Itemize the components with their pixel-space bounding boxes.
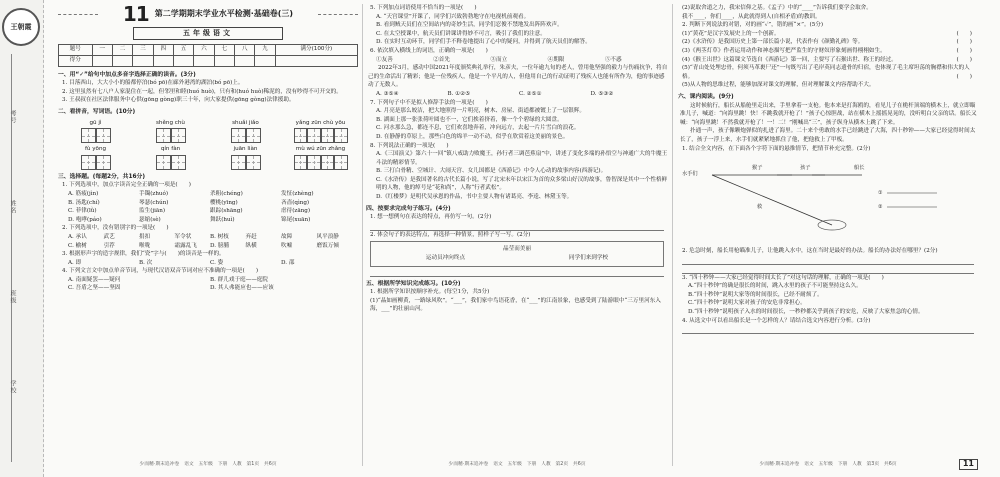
- option-word: 霜露乱飞: [174, 242, 197, 249]
- option-line: A. “天宫课堂”开课了，同学们兴致勃勃地守在电视机前观看。: [376, 13, 530, 20]
- score-header-cell: 三: [133, 44, 153, 55]
- diagram-label: 救: [757, 204, 763, 211]
- option-word: 瑟缩(sè): [139, 216, 161, 223]
- pinyin-prompt: fù yōng: [84, 146, 107, 153]
- page-corner-number: 11: [959, 459, 978, 470]
- option-word: C. 姿: [210, 259, 224, 266]
- section-2-title: 二、看拼音，写词语。(10分): [58, 108, 136, 115]
- option-row: [58, 259, 358, 268]
- option-word: B. 树枝: [210, 233, 229, 240]
- writing-grid[interactable]: [307, 128, 321, 143]
- label-name: 姓名: [9, 200, 16, 214]
- exam-title: 第二学期期末学业水平检测·基础卷(三): [154, 8, 294, 18]
- question-stem: 6. 依次填入横线上的词语，正确的一项是( ): [370, 47, 488, 54]
- option-word: 锦尾(xuān): [281, 216, 311, 223]
- option-line: B. 看到贼天员们在空间站内的奇妙生活，同学们忍俊不禁地发出阵阵欢声。: [376, 22, 563, 29]
- reading-passage: 扑通一声，孩子像颗炮弹似的扎进了海里。二十来个勇敢的水手已经跳进了大海，四十秒钟——大家已经觉得时间太长了，孩子一浮上来，水手们就紧紧地抓住了他，把他救上了甲板。: [680, 128, 976, 143]
- page-1: [58, 4, 358, 470]
- judge-item: [678, 56, 978, 65]
- option-word: 故障: [281, 233, 293, 240]
- pinyin-prompt: yǎng zūn chù yōu: [295, 119, 346, 126]
- diagram-label: 孩子: [800, 165, 811, 172]
- pinyin-prompt: juān liàn: [233, 146, 258, 153]
- option-row: [58, 276, 358, 285]
- scenario-box: [370, 241, 664, 266]
- answer-paren[interactable]: ( ): [956, 56, 972, 63]
- option-word: 风平浪静: [316, 233, 339, 240]
- score-header-cell: 八: [234, 44, 254, 55]
- writing-grid[interactable]: [334, 128, 348, 143]
- question-stem: 1. 结合全文内容，在下面各个字符下面的悬推情节，把情节补充完整。(2分): [682, 145, 871, 152]
- writing-grid[interactable]: [96, 155, 111, 170]
- page-footer: 少而精·期末追冲卷 语文 五年级 下册 人教 第3页 共6页: [759, 462, 897, 468]
- option-line: C.《水浒传》是我国著名的古代长篇小说，写了北宋末年以宋江为首的众多梁山好汉的故事，鲁智深是其中一个性格鲜明的人物，他的绰号是“花和尚”，人称“行者武松”。: [376, 176, 668, 192]
- score-header-cell: 四: [153, 44, 173, 55]
- writing-grid[interactable]: [334, 155, 348, 170]
- bank-word: ④期限: [547, 56, 565, 63]
- page-footer: 少而精·期末追冲卷 语文 五年级 下册 人教 第1页 共6页: [139, 462, 277, 468]
- answer-paren[interactable]: ( ): [956, 73, 972, 80]
- option-word: C. 榆树: [68, 242, 87, 249]
- question-item: 1. 目落西山，大大小小的船都停泊(bó pō)在廊外港湾的湖泊(bó pō)上。: [62, 80, 244, 87]
- grade-subject: 五年级语文: [133, 27, 283, 40]
- question-stem: 1. 根据所学知识按顺序补充。(每空1分，共5分): [370, 289, 490, 296]
- question-stem: 4. 从选文中可以看出船长是一个怎样的人？请结合选文内容进行分析。(3分): [682, 317, 871, 324]
- answer-paren[interactable]: ( ): [956, 47, 972, 54]
- section-5-title: 五、根据所学知识完成练习。(10分): [366, 280, 461, 287]
- option-word: 舞跃(huì): [210, 216, 235, 223]
- answer-line[interactable]: [682, 257, 974, 265]
- question-item: 3. 王叔叔在社区法律服务中心供(gōng gòng)职三十年，向大家提供(gōng gòng)法律援助。: [62, 97, 295, 104]
- pinyin-prompt: shuǎi jiǎo: [232, 119, 259, 126]
- bank-word: ①友善: [376, 56, 393, 63]
- writing-grid[interactable]: [246, 155, 261, 170]
- binding-strip: [0, 0, 44, 477]
- writing-grid[interactable]: [231, 128, 246, 143]
- option-row: [58, 190, 358, 199]
- question-stem: 1. 想一想例句在表达的特点，再仿写一句。(2分): [370, 214, 492, 221]
- option-line: D.“四十秒钟”说明孩子入水的时间很长，一秒秒都关乎到孩子的安危，反映了大家焦急的心情。: [688, 309, 924, 316]
- diagram-label: 猴子: [752, 165, 763, 172]
- question-stem: 7. 下列句子中不是拟人修辞手法的一项是( ): [370, 99, 488, 106]
- option-word: A. ③⑤④: [376, 90, 399, 97]
- writing-grid[interactable]: [307, 155, 321, 170]
- diagram-label: ②: [878, 204, 883, 211]
- score-input-cell[interactable]: [234, 55, 254, 66]
- writing-grid[interactable]: [294, 155, 308, 170]
- question-stem: 2. 体会句子的表达特点，再选择一种情景，照样子写一写。(2分): [370, 231, 531, 238]
- option-word: 跟踪(shāng): [210, 208, 243, 215]
- option-word: D. 咆哮(páo): [68, 216, 102, 223]
- page-3: [678, 4, 978, 470]
- option-word: D. 膀脯: [210, 242, 230, 249]
- question-stem: 8. 下列说法正确的一项是( ): [370, 142, 449, 149]
- score-header-cell: 九: [255, 44, 275, 55]
- diagram-label: ①: [878, 190, 883, 197]
- page-footer: 少而精·期末追冲卷 语文 五年级 下册 人教 第2页 共6页: [448, 462, 586, 468]
- judge-item: [678, 47, 978, 56]
- score-header-cell: 五: [173, 44, 193, 55]
- writing-grid[interactable]: [294, 128, 308, 143]
- section-4-title: 四、按要求完成句子练习。(4分): [366, 205, 451, 212]
- score-input-cell[interactable]: [194, 55, 214, 66]
- publisher-logo: 王朝霞: [2, 8, 40, 46]
- option-line: D. 在静静的草原上，那些白色的绵羊一动不动，似乎在欣赏着这美丽的景色。: [376, 133, 569, 140]
- bank-word: ③而立: [490, 56, 508, 63]
- option-word: 捐扣: [139, 233, 151, 240]
- exam-number-badge: 11: [122, 4, 149, 26]
- plot-diagram: [682, 155, 974, 245]
- score-input-cell[interactable]: [92, 55, 112, 66]
- passage: 2022年3月，感动中国2021年度颁奖典礼举行，朱彦夫，一位年逾九旬的老人，曾用他坚强的毅力与伤痛抗争，将自己的生命活出了精彩；他是一位残疾人，他是一个平凡的人，但他用自己的行动证明了残疾人也能有所作为，他的事迹感动了无数人。: [368, 65, 668, 89]
- option-line: A.《三国演义》第六十一回“镇八戒助力败魔王，孙行者三调芭蕉扇”中，讲述了变化多端的孙悟空与神通广大的牛魔王斗法的精彩情节。: [376, 151, 668, 166]
- option-word: B. ①②⑤: [447, 90, 471, 97]
- option-word: 监生(jiān): [139, 208, 166, 215]
- option-word: 磨饭万倾: [316, 242, 339, 249]
- option-word: B. 汤匙(chí): [68, 199, 100, 206]
- option-word: B. 次: [139, 259, 153, 266]
- section-6-title: 六、课内阅读。(9分): [678, 93, 734, 100]
- answer-line[interactable]: [370, 269, 664, 277]
- section-1-title: 一、用“✓”给句中加点多音字选择正确的读音。(3分): [58, 71, 196, 78]
- option-line: B.“四十秒钟”说明大家等的时间很长，已经不耐烦了。: [688, 291, 823, 298]
- page-header: [58, 4, 358, 24]
- judge-item: [678, 30, 978, 39]
- judge-text: (1)“黄花”是汉字发展史上的一个创新。: [682, 30, 780, 37]
- option-word: 军令状: [174, 233, 192, 240]
- answer-line[interactable]: [682, 326, 974, 334]
- option-row: [58, 207, 358, 216]
- option-word: 杀粗(chéng): [210, 190, 243, 197]
- score-header-cell: 二: [112, 44, 132, 55]
- judge-text: (3)《两茎灯草》作者运用动作和神态描写把严监生的守财奴形象刻画得栩栩如生。: [682, 47, 886, 54]
- page-divider: [362, 4, 363, 466]
- question-stem: 3. “四十秒钟——大家已经觉得时间太长了”对这句话的理解，正确的一项是( ): [682, 274, 884, 281]
- writing-grid[interactable]: [156, 155, 171, 170]
- score-header-cell: 一: [92, 44, 112, 55]
- bank-word: ⑤不惑: [604, 56, 622, 63]
- option-line: A. 月亮是那么皎洁，把大地照得一片明亮，树木、房屋、街道都被镀上了一层银辉。: [376, 108, 585, 115]
- page-2: [366, 4, 668, 470]
- option-word: A. 即: [68, 259, 82, 266]
- pinyin-prompt: qín fàn: [160, 146, 181, 153]
- score-input-cell[interactable]: [275, 55, 357, 66]
- option-word: D. ⑤③②: [590, 90, 614, 97]
- writing-grid[interactable]: [171, 155, 186, 170]
- option-word: A. 筋疲(jìn): [68, 190, 99, 197]
- question-stem: 5. 下列加点词语使用不恰当的一项是( ): [370, 5, 477, 11]
- question-stem: 2. 判断下列说法的对错，对的画“✓”，错的画“×”。(5分): [682, 22, 824, 29]
- option-word: 手镯(zhuó): [139, 190, 169, 197]
- label-exam-number: 考号: [9, 110, 16, 124]
- option-word: 弃赶: [245, 233, 257, 240]
- judge-item: [678, 64, 978, 81]
- option-word: C. ②⑤①: [519, 90, 542, 97]
- score-table: [58, 44, 358, 67]
- option-word: 发怔(zhèng): [281, 190, 314, 197]
- option-line: C. 河水那么急，都连不息，它们欢喜地奔着，冲向远方，去起一片片雪白的浪花。: [376, 125, 580, 132]
- option-word: 武艺: [103, 233, 115, 240]
- option-row: [366, 90, 668, 99]
- pinyin-prompt: mù wú zūn zhǎng: [295, 146, 346, 153]
- option-word: C. 吾盾之坚——坚固: [68, 285, 121, 292]
- pinyin-row-2: [58, 145, 358, 170]
- score-header-cell: 满分(100分): [275, 44, 357, 55]
- answer-line[interactable]: [682, 266, 974, 274]
- score-input-cell[interactable]: [173, 55, 193, 66]
- writing-grid[interactable]: [81, 128, 96, 143]
- scenario-option: 运动员冲向终点: [425, 255, 466, 262]
- fill-blank-text: (2)说取舍道之力，我宋信仰之基。《孟子》中的“____”告诉我们要学会取舍。: [682, 5, 872, 11]
- pinyin-prompt: gū jì: [89, 119, 102, 126]
- word-bank: [366, 56, 668, 65]
- score-input-cell[interactable]: [214, 55, 234, 66]
- option-word: 纵横: [245, 242, 257, 249]
- page-divider: [672, 4, 673, 466]
- plot-lines: [682, 155, 972, 235]
- option-row: [58, 216, 358, 225]
- option-row: [58, 233, 358, 242]
- writing-grid[interactable]: [231, 155, 246, 170]
- writing-grid[interactable]: [156, 128, 171, 143]
- option-line: B. 三打白骨精、空城计、大闹天宫、女儿国都是《西游记》中令人心动的故事内容(西游记)。: [376, 168, 607, 175]
- option-line: C. 在太空授课中，航天员们讲课讲得妙不可言，吸引了我们的注意。: [376, 30, 546, 37]
- writing-grid[interactable]: [81, 155, 96, 170]
- score-header-cell: 题号: [59, 44, 93, 55]
- scenario-option: 同学们来到学校: [568, 255, 609, 262]
- option-word: B. 群儿戏于庭——庭院: [210, 276, 269, 283]
- label-school: 学校: [9, 380, 16, 394]
- writing-grid[interactable]: [96, 128, 111, 143]
- fill-blank-text: (1)“晶如画柳黄，一路绿风吹”。“___”，我们家中鸟语花香，在“___”的江南景象，也感受到了陆游眼中“三万里河东入海，___”的壮丽山河。: [370, 297, 661, 313]
- bank-word: ②首先: [433, 56, 450, 63]
- question-stem: 3. 根据形声字的造字规律，我们“瓷”字与( )的读音是一样的。: [62, 251, 225, 258]
- diagram-label: 水手们: [682, 171, 698, 178]
- option-word: 喉咙: [139, 242, 151, 249]
- section-3-title: 三、选择题。(每题2分，共16分): [58, 173, 145, 180]
- score-input-cell[interactable]: [255, 55, 275, 66]
- writing-grid[interactable]: [321, 155, 335, 170]
- option-word: D. 邵: [281, 259, 295, 266]
- option-line: A.“四十秒钟”的确是很长的时间，跳入水里的孩子不可能坚持这么久。: [688, 283, 862, 290]
- question-stem: 4. 下列文言文中加点单音节词，与现代汉语双音节词对应不准确的一项是( ): [62, 268, 259, 275]
- option-row: [58, 284, 358, 293]
- score-header-cell: 六: [194, 44, 214, 55]
- judge-text: (2)《水浒传》是我国历史上第一部长篇小说，代表作有《颜勤礼碑》等。: [682, 39, 864, 46]
- option-word: 虐待(zāng): [281, 208, 311, 215]
- score-row-label: 得分: [59, 55, 93, 66]
- writing-grid[interactable]: [171, 128, 186, 143]
- option-line: B. 湖面上那一张张荷叶圆也不一，它们挨着挤着，像一个个碧绿的大圆盘。: [376, 116, 563, 123]
- option-word: 吹嘘: [281, 242, 293, 249]
- option-word: 樱桃(yīng): [210, 199, 238, 206]
- judge-item: (5)从人物的思维过程，能够加深对课文的理解，但对理解课文内容帮助不大。: [682, 82, 875, 89]
- pinyin-prompt: shěng chù: [156, 119, 185, 126]
- option-word: 琴瑟(chún): [139, 199, 169, 206]
- writing-grid[interactable]: [321, 128, 335, 143]
- diagram-label: 船长: [854, 165, 865, 172]
- option-line: D. 在实时互动环节，同学们手不释卷地提出了心中的疑问，并得到了航天员们的解答。: [376, 39, 591, 46]
- option-word: A. 承认: [68, 233, 87, 240]
- label-class: 班级: [9, 290, 16, 304]
- answer-paren[interactable]: ( ): [956, 39, 972, 46]
- pinyin-row-1: [58, 119, 358, 144]
- score-input-cell[interactable]: [133, 55, 153, 66]
- scenario-hint: 晶莹而美丽: [503, 246, 531, 253]
- option-line: C.“四十秒钟”说明大家对孩子的安危非常担心。: [688, 300, 806, 307]
- question-item: 2. 这里虽然有七八户人家混住在一起，但邻里和睦(huó huò)，只有和(huó huò)稀泥的，没有吵得不可开交的。: [62, 88, 342, 95]
- fill-blank-text: 我不____，你们____，从此就得到人(自相矛盾)的教训。: [682, 13, 821, 20]
- option-word: 吝啬(qìng): [281, 199, 310, 206]
- option-word: A. 南面疑罢——疑问: [68, 276, 121, 283]
- answer-line[interactable]: [370, 223, 664, 231]
- score-input-cell[interactable]: [153, 55, 173, 66]
- question-stem: 2. 下列选项中，没有错别字的一项是( ): [62, 225, 169, 232]
- judge-item: [678, 38, 978, 47]
- question-stem: 1. 下列选项中，加点字读音完全正确的一项是( ): [62, 182, 191, 189]
- option-word: 引荐: [103, 242, 115, 249]
- option-row: [58, 199, 358, 208]
- option-word: C. 菲律(lǜ): [68, 208, 97, 215]
- score-header-cell: 七: [214, 44, 234, 55]
- option-row: [58, 242, 358, 251]
- writing-grid[interactable]: [246, 128, 261, 143]
- answer-paren[interactable]: ( ): [956, 30, 972, 37]
- score-input-cell[interactable]: [112, 55, 132, 66]
- reading-passage: 这时候航行，船长从船舱里走出来，手里拿着一支枪。他本来是打海鸥的，看见儿子在桅杆顶端的横木上，就立即瞄准儿子，喊道：“向海里跳！快！不跳我就开枪了！”孩子心惊胆战，站在横木上摇摇晃晃的，没听明白父亲的话。船长又喊：“向海里跳！不然我就开枪了！一！二！”刚喊出“三”，孩子纵身从横木上跳了下来。: [680, 102, 977, 126]
- option-line: D.《红楼梦》是明代吴承恩的作品，书中主要人物有诸葛亮、李逵、林黛玉等。: [376, 194, 573, 201]
- judge-text: (4)《猴王出世》这篇课文节选自《西游记》第一回，主要写了石猴出世、称王的经过。: [682, 56, 897, 63]
- question-stem: 2. 危急时刻，船长用枪瞄准儿子，让他跳入水中，这在当时是最好的办法。船长的办法好在哪里？(2分): [682, 248, 938, 255]
- judge-text: (5)“青山处处埋忠骨，何须马革裹尸还”一句既写出了毛岸英同志遗骨的归宿，也体现了毛主席坦荡的胸襟和伟大的人格。: [682, 65, 970, 80]
- option-word: D. 其人弗能应也——应该: [210, 285, 274, 292]
